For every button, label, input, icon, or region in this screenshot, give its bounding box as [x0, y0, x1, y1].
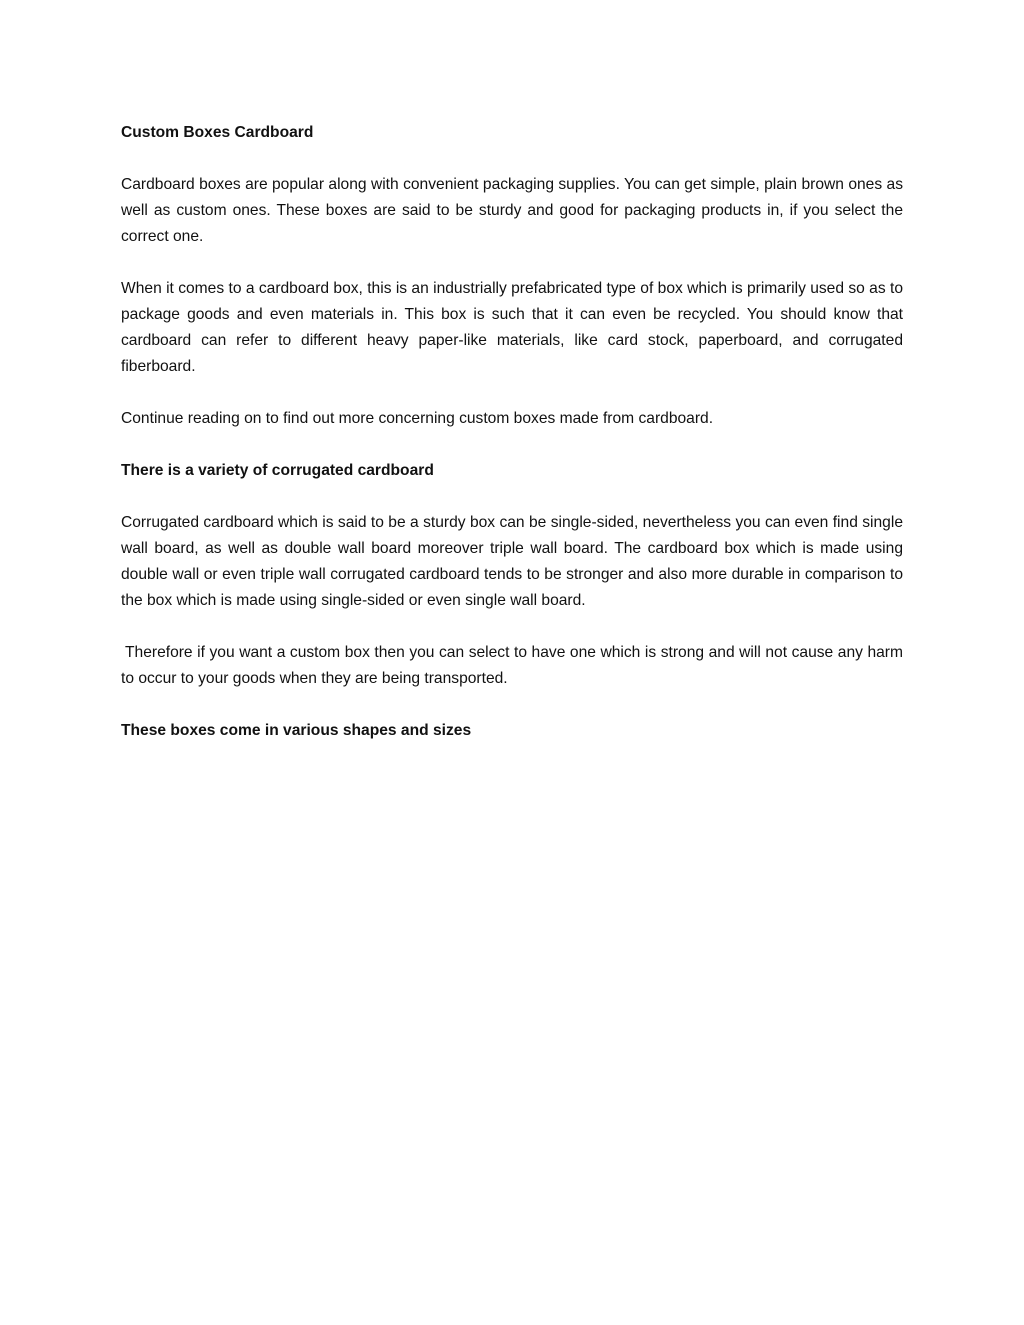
- section-heading-shapes: These boxes come in various shapes and sizes: [121, 722, 472, 739]
- paragraph-corrugated: Corrugated cardboard which is said to be a sturdy box can be single-sided, nevertheless you can even find single wall board, as well as double wall board moreover triple wall board. The cardboard box which is made using double wall or even triple wall corrugated cardboard tends to be stronger and also more durable in comparison to the box which is made using single-sided or even single wall board.: [121, 514, 903, 609]
- paragraph-custom-box: Therefore if you want a custom box then you can select to have one which is strong and will not cause any harm to occur to your goods when they are being transported.: [121, 644, 903, 687]
- document-content: [121, 120, 903, 770]
- paragraph-intro: Cardboard boxes are popular along with convenient packaging supplies. You can get simple, plain brown ones as well as custom ones. These boxes are said to be sturdy and good for packaging products in, if you select the correct one.: [121, 176, 903, 245]
- paragraph-continue: Continue reading on to find out more concerning custom boxes made from cardboard.: [121, 410, 714, 427]
- section-heading-corrugated: There is a variety of corrugated cardboard: [121, 462, 434, 479]
- document-title: Custom Boxes Cardboard: [121, 124, 314, 141]
- paragraph-definition: When it comes to a cardboard box, this is an industrially prefabricated type of box which is primarily used so as to package goods and even materials in. This box is such that it can even be recycled. You should know that cardboard can refer to different heavy paper-like materials, like card stock, paperboard, and corrugated fiberboard.: [121, 280, 903, 375]
